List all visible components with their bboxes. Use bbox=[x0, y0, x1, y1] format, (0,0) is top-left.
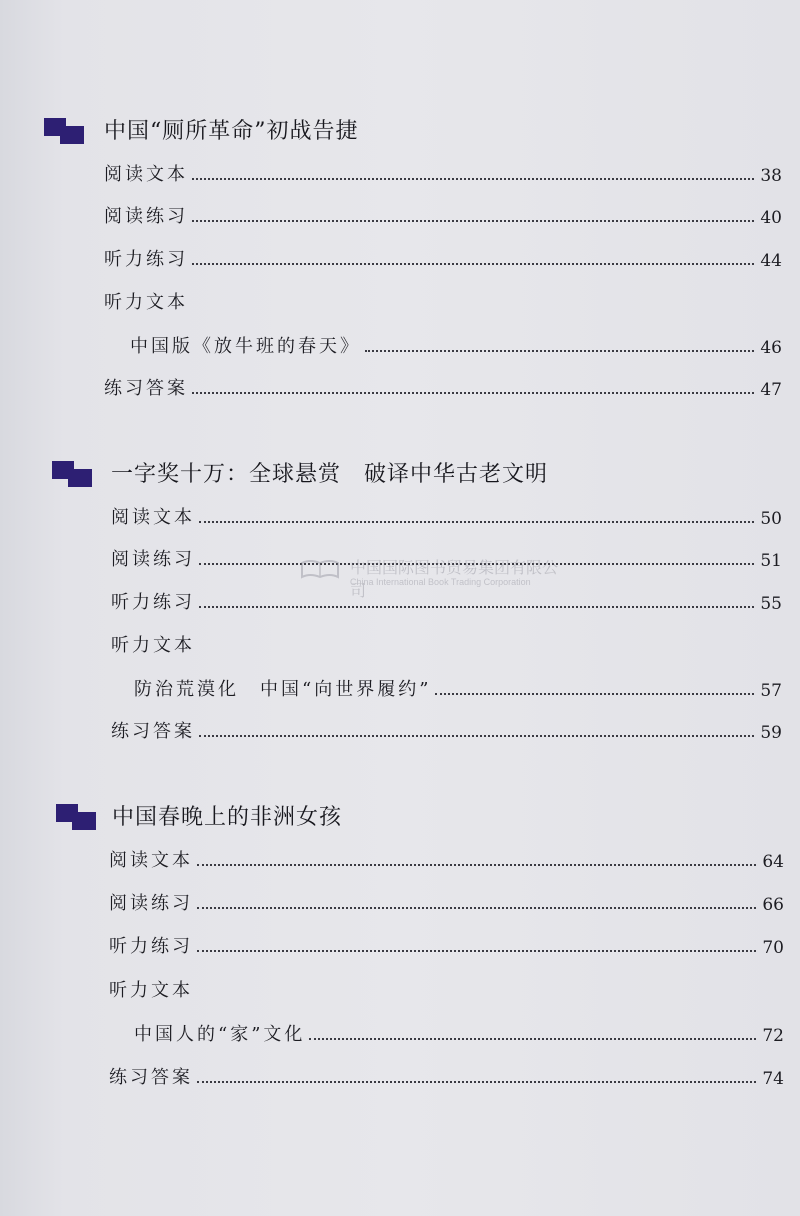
dot-leader bbox=[199, 521, 754, 523]
toc-subheading bbox=[104, 284, 782, 314]
entry-page-number: 55 bbox=[760, 594, 782, 614]
entry-page-number: 47 bbox=[760, 380, 782, 400]
entry-label: 练习答案 bbox=[109, 1067, 193, 1088]
entry-label: 听力文本 bbox=[109, 980, 193, 1001]
section-header bbox=[0, 798, 800, 838]
entry-label: 中国人的“家”文化 bbox=[134, 1024, 306, 1045]
entry-label: 听力练习 bbox=[104, 249, 188, 270]
entry-label: 练习答案 bbox=[104, 378, 188, 399]
toc-entry[interactable] bbox=[134, 1016, 784, 1046]
watermark-text: 中国国际图书贸易集团有限公司 bbox=[350, 560, 559, 600]
toc-entry[interactable] bbox=[109, 885, 784, 915]
toc-entry[interactable] bbox=[130, 328, 782, 358]
toc-subheading bbox=[109, 972, 784, 1002]
dot-leader bbox=[192, 263, 754, 265]
dot-leader bbox=[199, 735, 754, 737]
dot-leader bbox=[199, 606, 754, 608]
section-header bbox=[0, 455, 800, 495]
section-title: 中国“厕所革命”初战告捷 bbox=[104, 119, 359, 144]
entry-label: 中国版《放牛班的春天》 bbox=[130, 336, 361, 357]
entry-page-number: 50 bbox=[760, 509, 782, 529]
toc-entry[interactable] bbox=[109, 1059, 784, 1089]
section-header bbox=[0, 112, 800, 152]
entry-label: 阅读文本 bbox=[111, 507, 195, 528]
toc-entry[interactable] bbox=[104, 156, 782, 186]
watermark-subtext: China International Book Trading Corporation bbox=[350, 577, 531, 587]
entry-page-number: 70 bbox=[762, 938, 784, 958]
dot-leader bbox=[197, 1081, 756, 1083]
entry-label: 阅读练习 bbox=[104, 206, 188, 227]
entry-label: 听力练习 bbox=[111, 592, 195, 613]
entry-label: 阅读文本 bbox=[109, 850, 193, 871]
entry-page-number: 40 bbox=[760, 208, 782, 228]
dot-leader bbox=[197, 950, 756, 952]
entry-label: 阅读文本 bbox=[104, 164, 188, 185]
entry-label: 听力文本 bbox=[104, 292, 188, 313]
toc-entry[interactable] bbox=[104, 241, 782, 271]
toc-entry[interactable] bbox=[111, 541, 782, 571]
section-title: 中国春晚上的非洲女孩 bbox=[112, 805, 343, 830]
toc-entry[interactable] bbox=[111, 499, 782, 529]
entry-label: 听力练习 bbox=[109, 936, 193, 957]
entry-page-number: 64 bbox=[762, 852, 784, 872]
dot-leader bbox=[197, 864, 756, 866]
entry-page-number: 74 bbox=[762, 1069, 784, 1089]
dot-leader bbox=[192, 220, 754, 222]
entry-label: 练习答案 bbox=[111, 721, 195, 742]
toc-entry[interactable] bbox=[111, 713, 782, 743]
toc-entry[interactable] bbox=[111, 584, 782, 614]
toc-entry[interactable] bbox=[134, 671, 782, 701]
entry-label: 阅读练习 bbox=[111, 549, 195, 570]
section-marker-icon bbox=[56, 804, 98, 830]
dot-leader bbox=[199, 563, 754, 565]
entry-page-number: 51 bbox=[760, 551, 782, 571]
entry-label: 阅读练习 bbox=[109, 893, 193, 914]
entry-page-number: 72 bbox=[762, 1026, 784, 1046]
toc-section bbox=[0, 112, 800, 400]
entry-page-number: 46 bbox=[760, 338, 782, 358]
section-marker-icon bbox=[44, 118, 86, 144]
entry-page-number: 66 bbox=[762, 895, 784, 915]
entry-label: 听力文本 bbox=[111, 635, 195, 656]
toc-entry[interactable] bbox=[109, 928, 784, 958]
section-marker-icon bbox=[52, 461, 94, 487]
dot-leader bbox=[192, 178, 754, 180]
dot-leader bbox=[197, 907, 756, 909]
toc-entry[interactable] bbox=[109, 842, 784, 872]
toc-section bbox=[0, 798, 800, 1089]
dot-leader bbox=[365, 350, 754, 352]
toc-entry[interactable] bbox=[104, 198, 782, 228]
entry-label: 防治荒漠化 中国“向世界履约” bbox=[134, 679, 432, 700]
dot-leader bbox=[435, 693, 754, 695]
entry-page-number: 57 bbox=[760, 681, 782, 701]
section-title: 一字奖十万：全球悬赏 破译中华古老文明 bbox=[111, 462, 549, 487]
toc-subheading bbox=[111, 627, 782, 657]
dot-leader bbox=[192, 392, 754, 394]
entry-page-number: 38 bbox=[760, 166, 782, 186]
entry-page-number: 59 bbox=[760, 723, 782, 743]
entry-page-number: 44 bbox=[760, 251, 782, 271]
toc-entry[interactable] bbox=[104, 370, 782, 400]
dot-leader bbox=[309, 1038, 756, 1040]
